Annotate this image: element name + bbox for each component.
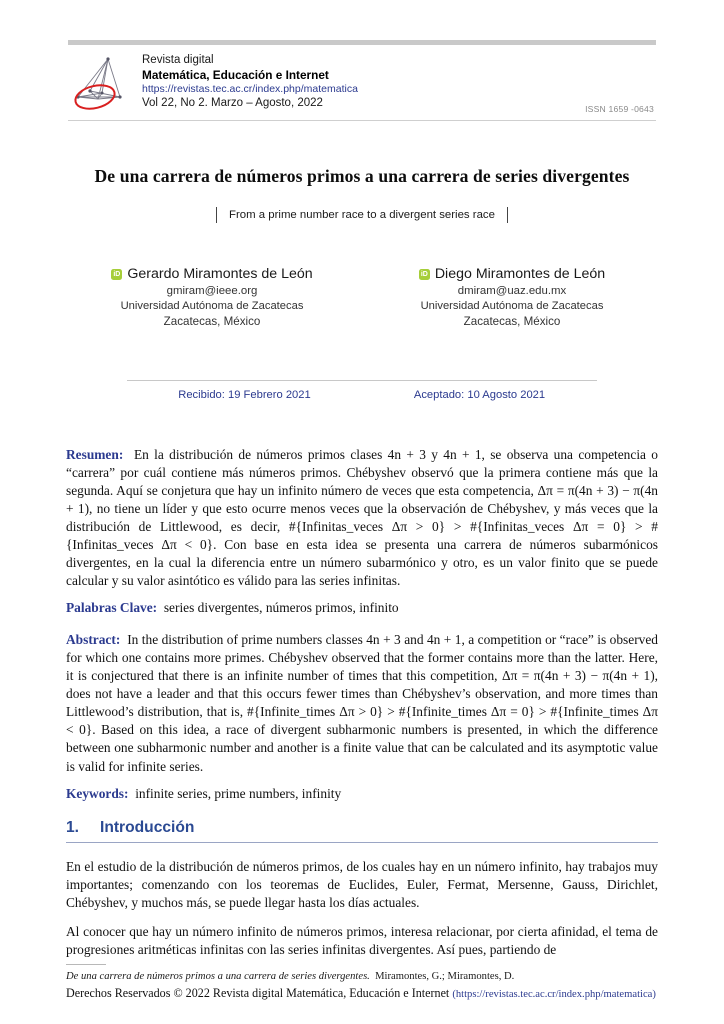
keywords-paragraph — [66, 785, 658, 803]
palabras-clave-label: Palabras Clave: — [66, 600, 164, 616]
footer-running-title: De una carrera de números primos a una carrera de series divergentes. — [66, 971, 370, 982]
journal-tetrahedron-logo-icon — [68, 53, 132, 117]
orcid-icon[interactable]: iD — [113, 270, 121, 278]
abstract-label: Abstract: — [66, 632, 128, 648]
author-email[interactable]: dmiram@uaz.edu.mx — [457, 285, 567, 297]
palabras-clave-paragraph — [66, 599, 658, 617]
author-name-row-1 — [62, 266, 362, 282]
article-content — [66, 446, 658, 970]
section-heading-introduccion — [66, 819, 658, 837]
journal-url-link[interactable]: https://revistas.tec.ac.cr/index.php/matematica — [142, 82, 358, 95]
footer-copyright-url[interactable]: (https://revistas.tec.ac.cr/index.php/matematica) — [452, 989, 656, 1000]
resumen-text: En la distribución de números primos clases 4n + 3 y 4n + 1, se observa una competencia o “carrera” por cuál contiene más números primos. Chébyshev observó que la primera contiene más que la segunda. Aquí se conjetura que hay un infinito número de veces que esta competencia, Δπ = π(4n + 3) − π(4n + 1), no tiene un líder y que esto ocurre menos veces que la observación de Chébyshev, y más veces que la distribución de Littlewood, es decir, #{Infinitas_veces Δπ > 0} > #{Infinitas_veces Δπ = 0} > #{Infinitas_veces Δπ < 0}. Con base en esta idea se presenta una carrera de números subarmónicos divergentes, en la cual la diferencia entre un número subarmónico y otro, es un valor finito que se puede calcular y su valor asintótico es válido para las series infinitas. — [66, 447, 658, 589]
page-title: De una carrera de números primos a una carrera de series divergentes — [94, 166, 630, 186]
footer-running-head — [66, 971, 658, 982]
body-paragraph-1: En el estudio de la distribución de números primos, de los cuales hay en un número infinito, hay trabajos muy importantes; comenzando con los teoremas de Euclides, Euler, Fermat, Mersenne, Gauss, Dirichlet, Chébyshev, y muchos más, se puede llegar hasta los días actuales. — [66, 859, 658, 911]
abstract-text: In the distribution of prime numbers classes 4n + 3 and 4n + 1, a competition or “race” is observed for which one contains more primes. Chébyshev observed that the former contains more than the latter. Here, it is conjectured that there is an infinite number of times that this competition, Δπ = π(4n + 3) − π(4n + 1), does not have a leader and that this occurs fewer times than Chébyshev’s observation, and more times than Littlewood’s distribution, that is, #{Infinite_times Δπ > 0} > #{Infinite_times Δπ = 0} > #{Infinite_times Δπ < 0}. Based on this idea, a race of divergent subharmonic numbers is presented, in which the difference between one subharmonic number and another is a finite value that can be calculated and its asymptotic value is valid for infinite series. — [66, 632, 659, 774]
footer-divider — [66, 964, 106, 965]
subtitle-container — [62, 205, 662, 223]
author-affiliation: Universidad Autónoma de Zacatecas — [420, 300, 604, 312]
author-block-2 — [362, 266, 662, 328]
palabras-clave-text: series divergentes, números primos, infinito — [163, 600, 399, 616]
masthead-text-block — [142, 51, 656, 111]
journal-volume-info: Vol 22, No 2. Marzo – Agosto, 2022 — [142, 97, 323, 110]
author-location: Zacatecas, México — [163, 315, 261, 328]
footer-copyright-text: Derechos Reservados © 2022 Revista digital Matemática, Educación e Internet — [66, 986, 450, 1000]
author-email[interactable]: gmiram@ieee.org — [166, 285, 258, 297]
author-name: Gerardo Miramontes de León — [127, 266, 313, 282]
section-number: 1. — [66, 818, 80, 836]
author-name-row-2 — [362, 266, 662, 282]
article-subtitle: From a prime number race to a divergent series race — [216, 207, 508, 223]
journal-name: Matemática, Educación e Internet — [142, 67, 329, 82]
author-block-1 — [62, 266, 362, 328]
section-title: Introducción — [100, 818, 195, 836]
author-affiliation: Universidad Autónoma de Zacatecas — [120, 300, 304, 312]
masthead-bottom-rule — [68, 120, 656, 121]
masthead-body — [68, 45, 656, 117]
author-name: Diego Miramontes de León — [434, 266, 606, 282]
resumen-label: Resumen: — [66, 447, 134, 462]
page-footer — [66, 964, 658, 1001]
author-list — [62, 266, 662, 328]
journal-kicker: Revista digital — [142, 54, 214, 66]
issn-label: ISSN 1659 -0643 — [585, 104, 654, 114]
received-date: Recibido: 19 Febrero 2021 — [178, 389, 311, 401]
keywords-text: infinite series, prime numbers, infinity — [135, 785, 342, 801]
publication-dates — [127, 389, 597, 401]
dates-divider — [127, 380, 597, 381]
body-paragraph-2: Al conocer que hay un número infinito de números primos, interesa relacionar, por cierta afinidad, el tema de progresiones aritméticas infinitas con las series infinitas divergentes. Así pues, partiendo de — [66, 924, 658, 958]
abstract-paragraph — [66, 631, 658, 775]
author-location: Zacatecas, México — [463, 315, 561, 328]
resumen-paragraph — [66, 446, 658, 590]
footer-copyright — [66, 986, 658, 1001]
keywords-label: Keywords: — [66, 785, 136, 801]
journal-masthead — [68, 40, 656, 121]
orcid-icon[interactable]: iD — [420, 270, 428, 278]
section-divider — [66, 842, 658, 844]
accepted-date: Aceptado: 10 Agosto 2021 — [413, 389, 546, 401]
footer-running-authors: Miramontes, G.; Miramontes, D. — [375, 971, 515, 982]
